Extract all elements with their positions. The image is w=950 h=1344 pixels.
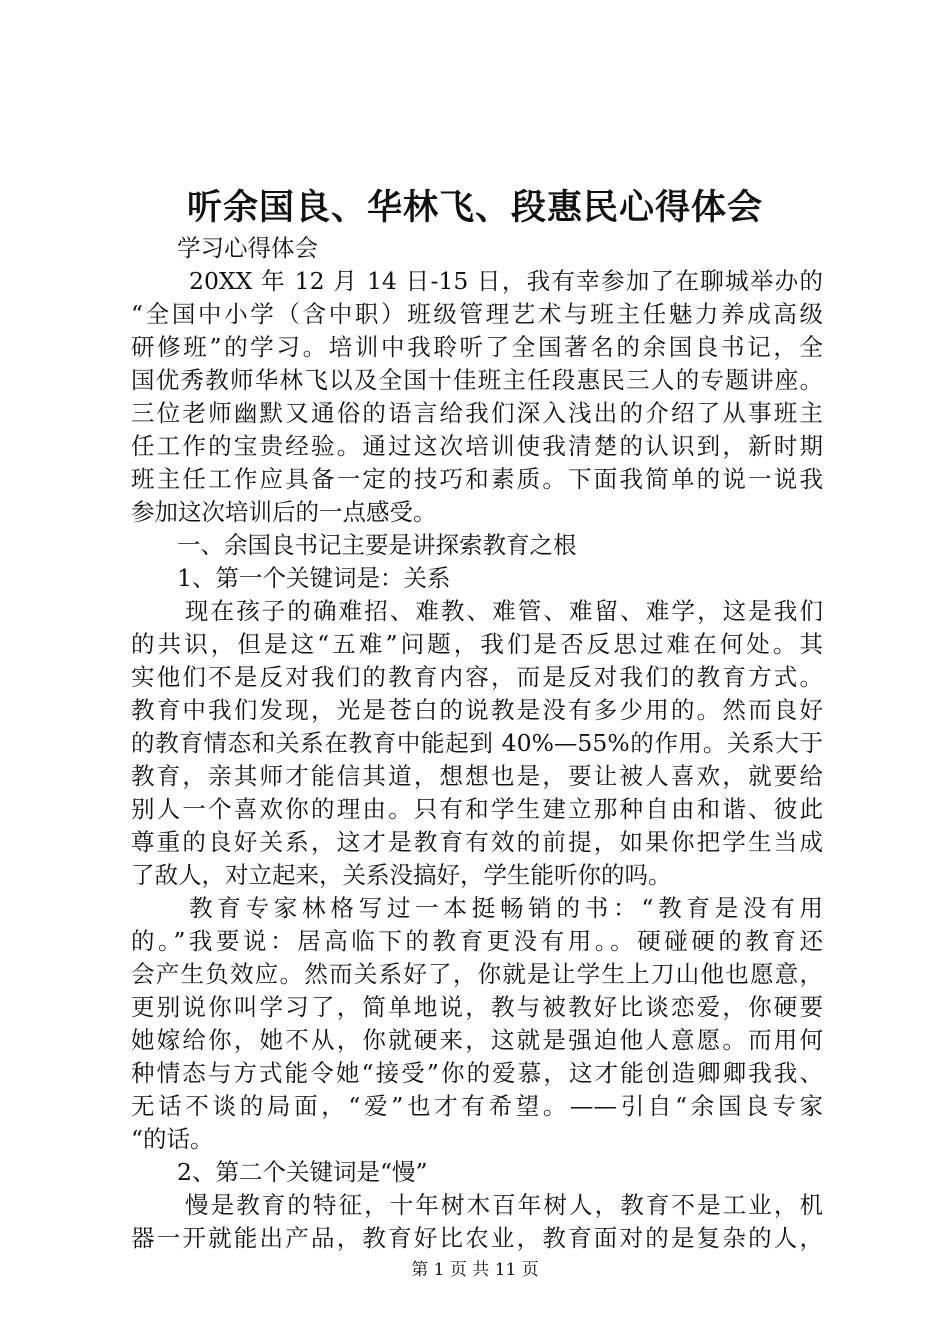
section-heading: 一、余国良书记主要是讲探索教育之根 bbox=[177, 531, 577, 559]
paragraph-line: “的话。 bbox=[131, 1125, 214, 1153]
paragraph-line: 更别说你叫学习了，简单地说，教与被教好比谈恋爱，你硬要 bbox=[131, 993, 823, 1021]
paragraph-line: 别人一个喜欢你的理由。只有和学生建立那种自由和谐、彼此 bbox=[131, 795, 823, 823]
paragraph-line: 无话不谈的局面，“爱”也才有希望。——引自“余国良专家 bbox=[131, 1092, 823, 1120]
paragraph-line: 慢是教育的特征，十年树木百年树人，教育不是工业，机 bbox=[185, 1191, 823, 1219]
subsection-heading: 1、第一个关键词是：关系 bbox=[177, 564, 451, 592]
paragraph-line: 的教育情态和关系在教育中能起到 40%—55%的作用。关系大于 bbox=[131, 729, 823, 757]
paragraph-line: 了敌人，对立起来，关系没搞好，学生能听你的吗。 bbox=[131, 861, 672, 889]
document-body bbox=[131, 232, 823, 1255]
paragraph-line: 她嫁给你，她不从，你就硬来，这就是强迫他人意愿。而用何 bbox=[131, 1026, 823, 1054]
document-title: 听余国良、华林飞、段惠民心得体会 bbox=[186, 187, 763, 228]
paragraph-line: 教育，亲其师才能信其道，想想也是，要让被人喜欢，就要给 bbox=[131, 762, 823, 790]
subsection-heading: 2、第二个关键词是“慢” bbox=[177, 1158, 428, 1186]
paragraph-line: 20XX 年 12 月 14 日-15 日，我有幸参加了在聊城举办的 bbox=[189, 267, 823, 295]
paragraph-line: 会产生负效应。然而关系好了，你就是让学生上刀山他也愿意， bbox=[131, 960, 823, 988]
paragraph-line: 班主任工作应具备一定的技巧和素质。下面我简单的说一说我 bbox=[131, 465, 823, 493]
paragraph-line: 的。”我要说：居高临下的教育更没有用。。硬碰硬的教育还 bbox=[131, 927, 823, 955]
paragraph-line: 教育中我们发现，光是苍白的说教是没有多少用的。然而良好 bbox=[131, 696, 823, 724]
paragraph-line: 尊重的良好关系，这才是教育有效的前提，如果你把学生当成 bbox=[131, 828, 823, 856]
paragraph-line: 研修班”的学习。培训中我聆听了全国著名的余国良书记，全 bbox=[131, 333, 823, 361]
paragraph-line: 三位老师幽默又通俗的语言给我们深入浅出的介绍了从事班主 bbox=[131, 399, 823, 427]
paragraph-line: 教育专家林格写过一本挺畅销的书：“教育是没有用 bbox=[189, 894, 823, 922]
paragraph-line: 学习心得体会 bbox=[177, 234, 318, 262]
paragraph-line: 现在孩子的确难招、难教、难管、难留、难学，这是我们 bbox=[185, 597, 823, 625]
paragraph-line: 国优秀教师华林飞以及全国十佳班主任段惠民三人的专题讲座。 bbox=[131, 366, 823, 394]
paragraph-line: 种情态与方式能令她“接受”你的爱慕，这才能创造卿卿我我、 bbox=[131, 1059, 823, 1087]
paragraph-line: 参加这次培训后的一点感受。 bbox=[131, 498, 437, 526]
paragraph-line: 的共识，但是这“五难”问题，我们是否反思过难在何处。其 bbox=[131, 630, 823, 658]
paragraph-line: 实他们不是反对我们的教育内容，而是反对我们的教育方式。 bbox=[131, 663, 823, 691]
paragraph-line: 任工作的宝贵经验。通过这次培训使我清楚的认识到，新时期 bbox=[131, 432, 823, 460]
page-footer: 第 1 页 共 11 页 bbox=[411, 1260, 539, 1280]
paragraph-line: 器一开就能出产品，教育好比农业，教育面对的是复杂的人， bbox=[131, 1224, 823, 1252]
paragraph-line: “全国中小学（含中职）班级管理艺术与班主任魅力养成高级 bbox=[131, 300, 823, 328]
